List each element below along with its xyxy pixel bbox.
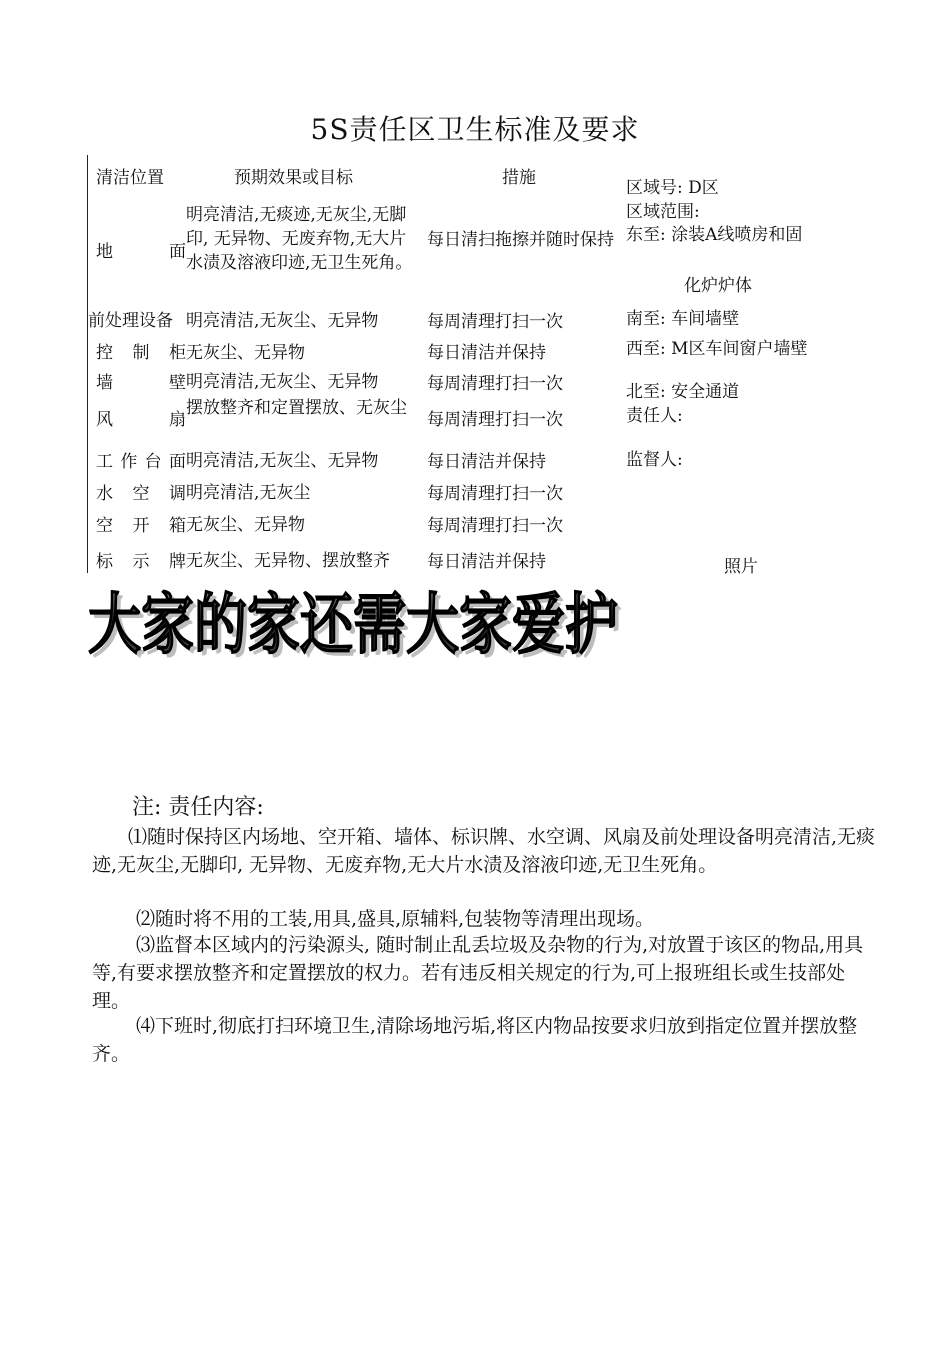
row-measure: 每周清理打扫一次: [427, 516, 563, 536]
header-measure: 措施: [502, 168, 536, 188]
area-range: 区域范围:: [626, 202, 700, 222]
row-goal: 明亮清洁,无灰尘、无异物: [186, 372, 379, 392]
header-goal: 预期效果或目标: [234, 168, 353, 188]
slogan-text: 大家的家还需大家爱护: [88, 586, 618, 663]
row-position: 前处理设备: [88, 311, 173, 331]
row-measure: 每周清理打扫一次: [427, 312, 563, 332]
row-goal: 明亮清洁,无灰尘、无异物: [186, 451, 379, 471]
row-goal: 明亮清洁,无灰尘、无异物: [186, 311, 379, 331]
note-item: ⑵随时将不用的工装,用具,盛具,原辅料,包装物等清理出现场。: [136, 908, 655, 930]
photo-label: 照片: [724, 557, 758, 577]
area-south: 南至: 车间墙壁: [626, 309, 740, 329]
table-left-border: [87, 155, 88, 573]
row-position: 标示牌: [96, 552, 186, 572]
slogan-banner: [87, 578, 627, 664]
row-goal: 无灰尘、无异物: [186, 515, 305, 535]
row-position: 空开箱: [96, 516, 186, 536]
area-code: 区域号: D区: [626, 178, 719, 198]
row-position: 地面: [96, 242, 186, 262]
row-goal: 摆放整齐和定置摆放、无灰尘: [186, 398, 407, 418]
row-measure: 每周清理打扫一次: [427, 410, 563, 430]
row-measure: 每周清理打扫一次: [427, 484, 563, 504]
row-measure: 每周清理打扫一次: [427, 374, 563, 394]
notes-heading: 注: 责任内容:: [132, 795, 264, 820]
header-position: 清洁位置: [96, 168, 164, 188]
row-goal: 明亮清洁,无灰尘: [186, 483, 311, 503]
area-north: 北至: 安全通道: [626, 382, 740, 402]
row-measure: 每日清洁并保持: [427, 343, 546, 363]
row-position: 工作台面: [96, 452, 186, 472]
row-measure: 每日清洁并保持: [427, 552, 546, 572]
slogan-shadow: 大家的家还需大家爱护: [92, 590, 622, 664]
row-measure: 每日清洁并保持: [427, 452, 546, 472]
area-east: 东至: 涂装A线喷房和固: [626, 225, 803, 245]
row-position: 控制柜: [96, 343, 186, 363]
area-west: 西至: M区车间窗户墙壁: [626, 339, 808, 359]
area-east-continued: 化炉炉体: [684, 276, 752, 296]
row-position: 水空调: [96, 484, 186, 504]
row-position: 墙壁: [96, 373, 186, 393]
row-goal: 明亮清洁,无痰迹,无灰尘,无脚印, 无异物、无废弃物,无大片水渍及溶液印迹,无卫生死角。: [186, 205, 413, 273]
note-item: ⑴随时保持区内场地、空开箱、墙体、标识牌、水空调、风扇及前处理设备明亮清洁,无痰迹,无灰尘,无脚印, 无异物、无废弃物,无大片水渍及溶液印迹,无卫生死角。: [92, 826, 876, 876]
area-owner: 责任人:: [626, 406, 683, 426]
note-item: ⑶监督本区域内的污染源头, 随时制止乱丢垃圾及杂物的行为,对放置于该区的物品,用具等,有要求摆放整齐和定置摆放的权力。若有违反相关规定的行为,可上报班组长或生技部处理。: [92, 934, 864, 1012]
note-item: ⑷下班时,彻底打扫环境卫生,清除场地污垢,将区内物品按要求归放到指定位置并摆放整齐。: [92, 1015, 858, 1065]
area-supervisor: 监督人:: [626, 450, 683, 470]
row-position: 风扇: [96, 410, 186, 430]
row-goal: 无灰尘、无异物: [186, 343, 305, 363]
row-measure: 每日清扫拖擦并随时保持: [427, 230, 614, 250]
row-goal: 无灰尘、无异物、摆放整齐: [186, 551, 390, 571]
page-title: 5S责任区卫生标准及要求: [310, 113, 640, 146]
